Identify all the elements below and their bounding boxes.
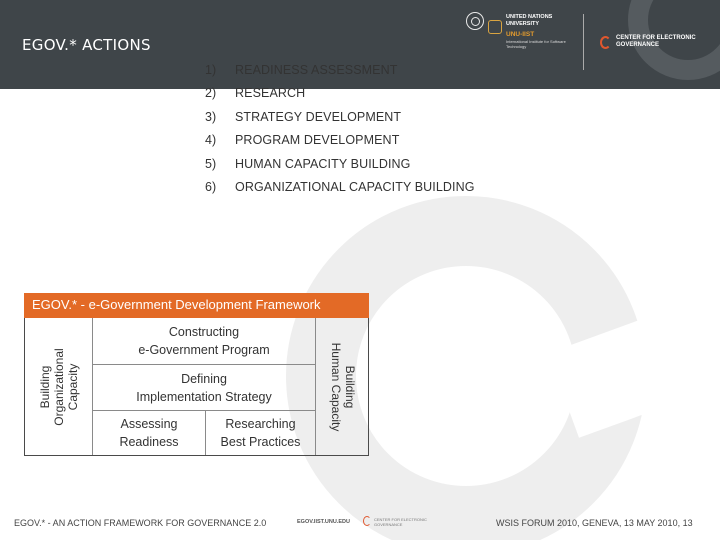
list-item-number: 5) <box>205 156 217 171</box>
unu-name: UNITED NATIONS UNIVERSITY <box>506 14 553 27</box>
framework-diagram <box>24 293 369 456</box>
defining-strategy-block: Defining Implementation Strategy <box>93 365 315 411</box>
list-item-number: 6) <box>205 180 217 195</box>
list-item <box>205 58 475 82</box>
framework-left-column <box>25 318 93 455</box>
un-emblem-icon <box>466 12 484 30</box>
header-divider <box>583 14 584 70</box>
constructing-program-block: Constructing e-Government Program <box>93 318 315 365</box>
unu-iist-full-name: International Institute for Software Technology <box>506 39 566 49</box>
cegov-name: CENTER FOR ELECTRONIC GOVERNANCE <box>616 35 696 48</box>
framework-center <box>93 318 315 455</box>
list-item-number: 2) <box>205 86 217 101</box>
building-human-capacity-label: Building Human Capacity <box>328 342 357 431</box>
actions-list <box>205 58 475 199</box>
framework-box <box>24 318 369 456</box>
list-item-text: RESEARCH <box>235 86 306 101</box>
footer-url: EGOV.IIST.UNU.EDU <box>297 519 350 525</box>
footer-event: WSIS FORUM 2010, GENEVA, 13 MAY 2010, 13 <box>496 518 693 528</box>
building-organizational-capacity-label: Building Organizational Capacity <box>37 347 80 426</box>
list-item <box>205 152 475 176</box>
list-item-text: HUMAN CAPACITY BUILDING <box>235 156 411 171</box>
footer-title: EGOV.* - AN ACTION FRAMEWORK FOR GOVERNANCE 2.0 <box>14 518 267 528</box>
list-item <box>205 129 475 153</box>
footer-cegov-name: CENTER FOR ELECTRONIC GOVERNANCE <box>374 517 427 527</box>
list-item-text: READINESS ASSESSMENT <box>235 62 398 77</box>
list-item <box>205 105 475 129</box>
foundation-row <box>93 411 315 455</box>
slide-title: EGOV.* ACTIONS <box>22 36 151 54</box>
cegov-logo-icon <box>600 36 611 49</box>
unu-logo <box>506 14 578 49</box>
list-item <box>205 82 475 106</box>
list-item-number: 1) <box>205 62 217 77</box>
researching-best-practices-block: Researching Best Practices <box>205 411 315 455</box>
footer-cegov-logo-icon <box>363 516 371 526</box>
framework-right-column <box>315 318 369 455</box>
list-item <box>205 176 475 200</box>
list-item-number: 4) <box>205 133 217 148</box>
assessing-readiness-block: Assessing Readiness <box>119 417 179 449</box>
list-item-text: ORGANIZATIONAL CAPACITY BUILDING <box>235 180 475 195</box>
framework-title-bar <box>24 293 369 318</box>
unu-emblem-icon <box>488 20 502 34</box>
list-item-number: 3) <box>205 109 217 124</box>
list-item-text: STRATEGY DEVELOPMENT <box>235 109 402 124</box>
framework-title: EGOV.* - e-Government Development Framework <box>32 297 321 312</box>
unu-iist-name: UNU-IIST <box>506 31 535 38</box>
list-item-text: PROGRAM DEVELOPMENT <box>235 133 400 148</box>
